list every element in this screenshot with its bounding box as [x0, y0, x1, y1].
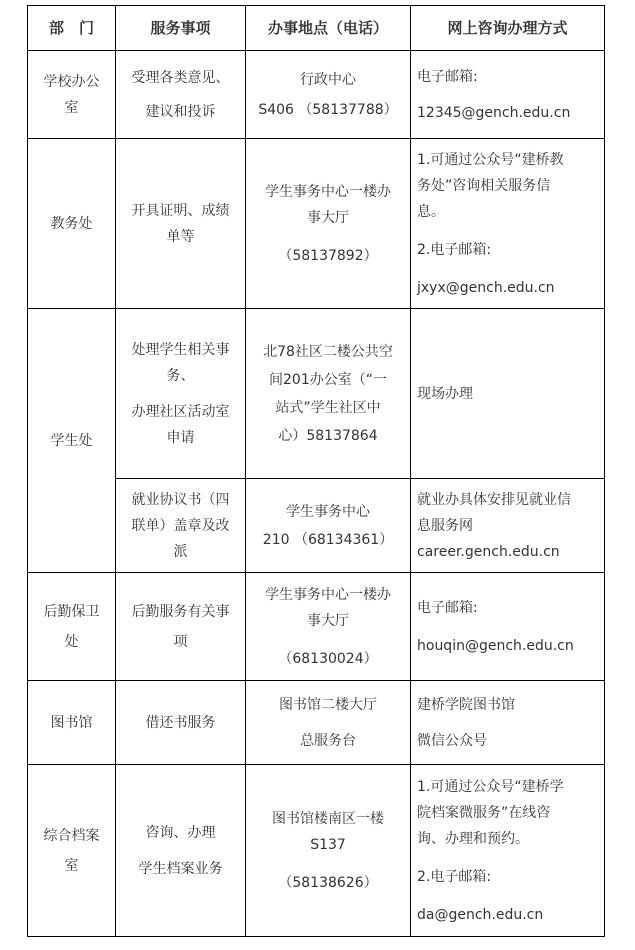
online-cell	[411, 139, 605, 309]
table-row	[28, 681, 605, 765]
dept-line: 综合档案	[43, 827, 100, 844]
location-line: 行政中心	[300, 71, 356, 88]
service-line: 就业协议书（四	[131, 491, 230, 508]
location-line: 学生事务中心	[286, 503, 370, 520]
dept-line: 后勤保卫	[43, 603, 100, 620]
online-line: career.gench.edu.cn	[417, 543, 560, 560]
online-line: 电子邮箱:	[417, 68, 478, 85]
service-cell	[116, 51, 246, 139]
location-cell	[246, 309, 411, 479]
spacer	[417, 225, 598, 237]
online-line: 1.可通过公众号“建桥学	[417, 778, 564, 795]
online-line: 12345@gench.edu.cn	[417, 104, 571, 121]
table-row	[28, 139, 605, 309]
online-line: jxyx@gench.edu.cn	[417, 279, 555, 296]
table-row	[28, 573, 605, 681]
service-cell	[116, 309, 246, 479]
table-row	[28, 765, 605, 937]
location-cell	[246, 139, 411, 309]
dept-line: 学生处	[50, 432, 93, 449]
online-line: 微信公众号	[417, 732, 487, 749]
service-line: 借还书服务	[145, 714, 216, 731]
online-line: 务处”咨询相关服务信	[417, 177, 551, 194]
location-line: （58138626）	[278, 874, 378, 891]
service-line: 处理学生相关事	[131, 341, 230, 358]
service-line: 受理各类意见、	[131, 69, 230, 86]
spacer	[252, 231, 404, 243]
location-cell	[246, 765, 411, 937]
online-line: 建桥学院图书馆	[417, 696, 515, 713]
online-line: 院档案微服务”在线咨	[417, 804, 551, 821]
service-line: 后勤服务有关事	[131, 603, 230, 620]
header-location: 办事地点（电话）	[246, 6, 411, 51]
location-line: 总服务台	[300, 732, 356, 749]
header-row	[28, 6, 605, 51]
location-line: 图书馆二楼大厅	[279, 696, 377, 713]
location-line: 学生事务中心一楼办	[265, 183, 391, 200]
table-row	[28, 309, 605, 479]
online-cell	[411, 479, 605, 573]
location-line: S137	[310, 836, 346, 853]
location-line: 心）58137864	[278, 427, 378, 444]
header-online: 网上咨询办理方式	[411, 6, 605, 51]
dept-cell	[28, 51, 116, 139]
dept-line: 教务处	[50, 215, 93, 232]
spacer	[417, 852, 598, 864]
online-line: 就业办具体安排见就业信	[417, 491, 571, 508]
dept-line: 室	[64, 99, 79, 116]
service-line: 联单）盖章及改	[131, 517, 230, 534]
header-dept: 部 门	[28, 6, 116, 51]
location-cell	[246, 51, 411, 139]
location-line: 事大厅	[307, 209, 349, 226]
service-line: 申请	[166, 429, 195, 446]
location-line: （68130024）	[278, 650, 378, 667]
dept-line: 处	[64, 633, 79, 650]
location-line: 事大厅	[307, 612, 349, 629]
location-cell	[246, 681, 411, 765]
spacer	[417, 263, 598, 275]
service-line: 单等	[166, 228, 195, 245]
dept-line: 室	[64, 857, 79, 874]
dept-line: 图书馆	[50, 714, 93, 731]
location-cell	[246, 573, 411, 681]
online-cell	[411, 681, 605, 765]
location-line: 图书馆楼南区一楼	[272, 810, 384, 827]
dept-cell	[28, 139, 116, 309]
service-line: 咨询、办理	[145, 824, 216, 841]
dept-cell	[28, 681, 116, 765]
dept-cell	[28, 573, 116, 681]
online-line: 息服务网	[417, 517, 473, 534]
online-line: 现场办理	[417, 385, 473, 402]
service-line: 务、	[166, 367, 195, 384]
spacer	[252, 858, 404, 870]
online-line: da@gench.edu.cn	[417, 906, 544, 923]
location-cell	[246, 479, 411, 573]
service-line: 项	[173, 633, 188, 650]
online-cell	[411, 573, 605, 681]
location-line: 学生事务中心一楼办	[265, 586, 391, 603]
location-line: （58137892）	[278, 247, 378, 264]
spacer	[252, 634, 404, 646]
dept-line: 学校办公	[43, 73, 100, 90]
service-line: 学生档案业务	[138, 860, 223, 877]
location-line: S406 （58137788）	[258, 101, 398, 118]
online-line: 2.电子邮箱:	[417, 241, 492, 258]
dept-cell	[28, 309, 116, 573]
service-cell	[116, 139, 246, 309]
service-cell	[116, 573, 246, 681]
service-cell	[116, 765, 246, 937]
service-line: 派	[173, 543, 188, 560]
online-line: 2.电子邮箱:	[417, 868, 492, 885]
online-line: 息。	[417, 203, 445, 220]
service-line: 建议和投诉	[145, 103, 216, 120]
service-cell	[116, 681, 246, 765]
service-cell	[116, 479, 246, 573]
dept-cell	[28, 765, 116, 937]
header-service: 服务事项	[116, 6, 246, 51]
location-line: 北78社区二楼公共空	[263, 343, 393, 360]
online-cell	[411, 309, 605, 479]
location-line: 间201办公室（“一	[269, 371, 387, 388]
service-line: 办理社区活动室	[131, 403, 230, 420]
online-line: 电子邮箱:	[417, 599, 478, 616]
table-row	[28, 51, 605, 139]
services-table	[27, 5, 605, 937]
online-cell	[411, 765, 605, 937]
service-line: 开具证明、成绩	[131, 202, 230, 219]
location-line: 210 （68134361）	[262, 531, 394, 548]
online-line: 询、办理和预约。	[417, 830, 529, 847]
online-line: houqin@gench.edu.cn	[417, 637, 574, 654]
online-cell	[411, 51, 605, 139]
location-line: 站式”学生社区中	[275, 399, 381, 416]
online-line: 1.可通过公众号“建桥教	[417, 151, 564, 168]
spacer	[417, 890, 598, 902]
